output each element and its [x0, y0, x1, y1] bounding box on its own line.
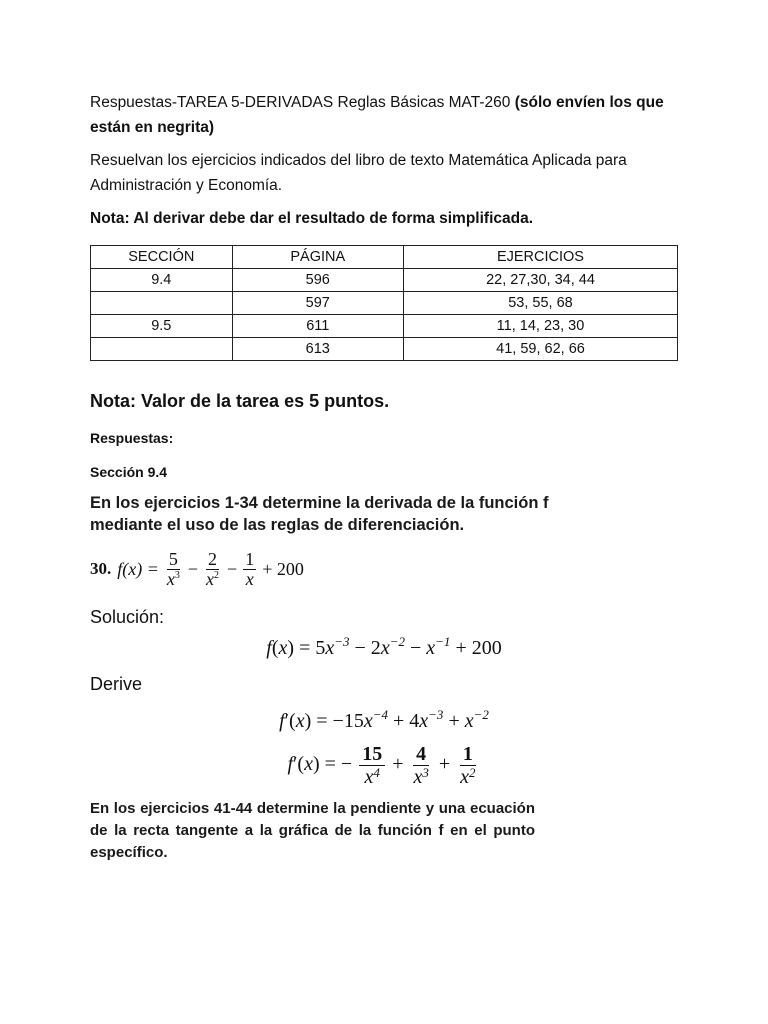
intro-title-bold: (sólo envíen los que están en negrita): [90, 94, 664, 136]
fraction-2-x2: $\frac{2}{x^2}$: [206, 549, 220, 589]
table-row: [91, 315, 678, 338]
intro-title-main: Respuestas-TAREA 5-DERIVADAS Reglas Básicas MAT-260: [90, 94, 511, 111]
cell-ejercicios: 53, 55, 68: [403, 292, 677, 315]
seccion-heading: Sección 9.4: [90, 464, 168, 480]
problem-tail: + 200: [262, 558, 304, 579]
header-pagina: PÁGINA: [232, 246, 403, 269]
problem-number: 30.: [90, 559, 112, 579]
equation-rewrite: $f(x) = 5x^{-3} - 2x^{-2} - x^{-1} + 200$: [266, 633, 502, 659]
solucion-label: Solución:: [90, 606, 165, 627]
cell-seccion: 9.4: [91, 269, 233, 292]
cell-ejercicios: 41, 59, 62, 66: [403, 338, 677, 361]
fraction-1-x2: $\frac{1}{x^2}$: [460, 742, 476, 788]
fraction-1-x: $\frac{1}{x}$: [245, 549, 255, 589]
table-header-row: [91, 246, 678, 269]
exercises-table: [90, 245, 678, 361]
equation-derivative: $f'(x) = -15x^{-4} + 4x^{-3} + x^{-2}$: [279, 706, 489, 732]
fraction-4-x3: $\frac{4}{x^3}$: [413, 742, 429, 788]
cell-pagina: 611: [232, 315, 403, 338]
problem-30: 30. f(x) = $\frac{5}{x^3}$ − $\frac{2}{x^2}$ − $\frac{1}{x}$ + 200: [90, 549, 304, 589]
document-page: [90, 90, 690, 864]
cell-seccion: 9.5: [91, 315, 233, 338]
table-row: [91, 269, 678, 292]
cell-ejercicios: 11, 14, 23, 30: [403, 315, 677, 338]
equation-derivative-fractions: f′(x) = − $\frac{15}{x^4}$ + $\frac{4}{x^3}$ + $\frac{1}{x^2}$: [90, 743, 678, 788]
problem-lhs: f(x) =: [117, 558, 159, 579]
header-ejercicios: EJERCICIOS: [403, 246, 677, 269]
cell-seccion: [91, 338, 233, 361]
cell-ejercicios: 22, 27,30, 34, 44: [403, 269, 677, 292]
valor-tarea: Nota: Valor de la tarea es 5 puntos.: [90, 391, 390, 411]
cell-pagina: 596: [232, 269, 403, 292]
intro-title: [90, 90, 690, 140]
fraction-5-x3: $\frac{5}{x^3}$: [166, 549, 180, 589]
cell-pagina: 613: [232, 338, 403, 361]
book-instruction-derivada: En los ejercicios 1-34 determine la derivada de la función f mediante el uso de las reglas de diferenciación.: [90, 494, 549, 534]
table-row: [91, 292, 678, 315]
cell-seccion: [91, 292, 233, 315]
derive-label: Derive: [90, 673, 143, 694]
intro-instructions: Resuelvan los ejercicios indicados del libro de texto Matemática Aplicada para Administración y Economía.: [90, 152, 627, 194]
cell-pagina: 597: [232, 292, 403, 315]
nota-simplificada: Nota: Al derivar debe dar el resultado de forma simplificada.: [90, 210, 534, 227]
book-instruction-tangente: En los ejercicios 41-44 determine la pendiente y una ecuación de la recta tangente a la gráfica de la función f en el punto específico.: [90, 799, 535, 861]
header-seccion: SECCIÓN: [91, 246, 233, 269]
table-row: [91, 338, 678, 361]
respuestas-heading: Respuestas:: [90, 430, 174, 446]
fraction-15-x4: $\frac{15}{x^4}$: [359, 743, 385, 788]
